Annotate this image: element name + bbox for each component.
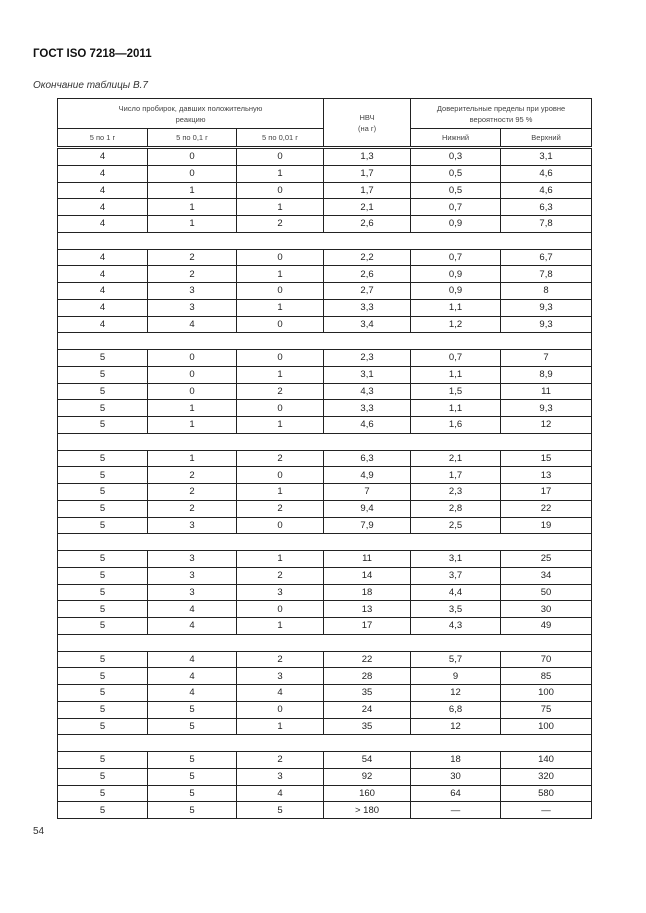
table-cell: 5 bbox=[58, 651, 148, 668]
table-row bbox=[58, 283, 592, 300]
table-cell: 0 bbox=[237, 701, 324, 718]
table-cell: 8 bbox=[501, 283, 592, 300]
table-row bbox=[58, 400, 592, 417]
table-cell: > 180 bbox=[324, 802, 411, 819]
table-cell: 4 bbox=[58, 148, 148, 166]
group-separator-row bbox=[58, 735, 592, 752]
table-cell: 2 bbox=[148, 266, 237, 283]
table-row bbox=[58, 500, 592, 517]
table-cell: 9,4 bbox=[324, 500, 411, 517]
group-separator-row bbox=[58, 333, 592, 350]
table-row bbox=[58, 651, 592, 668]
table-row bbox=[58, 668, 592, 685]
subheader-0-01g: 5 по 0,01 г bbox=[237, 129, 324, 148]
table-cell: 4 bbox=[148, 316, 237, 333]
table-cell: 5 bbox=[148, 701, 237, 718]
table-cell: 4,6 bbox=[501, 165, 592, 182]
table-cell: 5 bbox=[58, 718, 148, 735]
document-title: ГОСТ ISO 7218—2011 bbox=[33, 48, 152, 60]
table-cell: 5 bbox=[58, 500, 148, 517]
table-cell: 3,1 bbox=[501, 148, 592, 166]
table-cell: 100 bbox=[501, 685, 592, 702]
table-row bbox=[58, 450, 592, 467]
table-cell: 580 bbox=[501, 785, 592, 802]
table-cell: 0,5 bbox=[411, 182, 501, 199]
table-cell: 160 bbox=[324, 785, 411, 802]
table-cell: 3 bbox=[237, 584, 324, 601]
table-cell: 5 bbox=[58, 383, 148, 400]
table-cell: 0,9 bbox=[411, 216, 501, 233]
table-cell: 6,8 bbox=[411, 701, 501, 718]
table-row bbox=[58, 701, 592, 718]
table-cell: 4 bbox=[58, 283, 148, 300]
table-cell: 30 bbox=[411, 768, 501, 785]
table-row bbox=[58, 785, 592, 802]
table-cell: 5 bbox=[58, 802, 148, 819]
table-cell: 1,1 bbox=[411, 400, 501, 417]
table-cell: 4,3 bbox=[411, 618, 501, 635]
table-row bbox=[58, 199, 592, 216]
table-row bbox=[58, 584, 592, 601]
table-cell: 3,3 bbox=[324, 400, 411, 417]
table-row bbox=[58, 802, 592, 819]
table-cell: 8,9 bbox=[501, 366, 592, 383]
table-cell: 1 bbox=[237, 551, 324, 568]
table-cell: 6,7 bbox=[501, 249, 592, 266]
table-cell: 2 bbox=[237, 450, 324, 467]
table-cell: 2,1 bbox=[411, 450, 501, 467]
table-cell: 5 bbox=[58, 584, 148, 601]
table-cell: 4 bbox=[148, 618, 237, 635]
table-cell: 4 bbox=[58, 266, 148, 283]
table-cell: 34 bbox=[501, 567, 592, 584]
table-cell: 3 bbox=[148, 299, 237, 316]
table-cell: 4 bbox=[148, 668, 237, 685]
table-cell: 1,2 bbox=[411, 316, 501, 333]
table-cell: 2 bbox=[237, 567, 324, 584]
separator-cell bbox=[58, 433, 592, 450]
table-cell: 1 bbox=[148, 417, 237, 434]
table-cell: 4,6 bbox=[324, 417, 411, 434]
separator-cell bbox=[58, 634, 592, 651]
table-cell: 4 bbox=[58, 299, 148, 316]
table-cell: 13 bbox=[501, 467, 592, 484]
table-cell: 5 bbox=[58, 484, 148, 501]
table-cell: 1 bbox=[148, 400, 237, 417]
table-cell: 0,7 bbox=[411, 199, 501, 216]
table-row bbox=[58, 484, 592, 501]
table-cell: 12 bbox=[411, 718, 501, 735]
table-row bbox=[58, 718, 592, 735]
table-cell: 2,2 bbox=[324, 249, 411, 266]
table-cell: — bbox=[411, 802, 501, 819]
group-separator-row bbox=[58, 534, 592, 551]
table-row bbox=[58, 350, 592, 367]
table-cell: 5 bbox=[58, 685, 148, 702]
table-row bbox=[58, 685, 592, 702]
table-cell: 0 bbox=[237, 350, 324, 367]
table-cell: 5 bbox=[58, 618, 148, 635]
table-cell: 54 bbox=[324, 752, 411, 769]
table-cell: 0,9 bbox=[411, 283, 501, 300]
table-row bbox=[58, 165, 592, 182]
table-cell: 3 bbox=[148, 283, 237, 300]
table-cell: 5 bbox=[58, 350, 148, 367]
separator-cell bbox=[58, 232, 592, 249]
table-cell: 4 bbox=[58, 165, 148, 182]
table-cell: 0 bbox=[148, 350, 237, 367]
table-cell: 2,7 bbox=[324, 283, 411, 300]
table-cell: 4 bbox=[58, 249, 148, 266]
table-cell: 4,4 bbox=[411, 584, 501, 601]
table-cell: 0,3 bbox=[411, 148, 501, 166]
table-cell: 22 bbox=[324, 651, 411, 668]
table-cell: 5 bbox=[148, 768, 237, 785]
table-row bbox=[58, 216, 592, 233]
table-cell: 2,8 bbox=[411, 500, 501, 517]
table-cell: 3 bbox=[237, 768, 324, 785]
table-row bbox=[58, 551, 592, 568]
table-row bbox=[58, 417, 592, 434]
table-cell: 2 bbox=[148, 484, 237, 501]
table-cell: 5,7 bbox=[411, 651, 501, 668]
table-cell: 4 bbox=[148, 601, 237, 618]
table-cell: 2 bbox=[148, 467, 237, 484]
table-row bbox=[58, 768, 592, 785]
table-cell: 9,3 bbox=[501, 299, 592, 316]
table-cell: 1,7 bbox=[324, 165, 411, 182]
table-row bbox=[58, 567, 592, 584]
table-cell: 4 bbox=[237, 685, 324, 702]
table-cell: 9 bbox=[411, 668, 501, 685]
table-row bbox=[58, 249, 592, 266]
table-cell: 1 bbox=[237, 618, 324, 635]
table-cell: 15 bbox=[501, 450, 592, 467]
table-cell: 5 bbox=[58, 366, 148, 383]
table-cell: 5 bbox=[58, 450, 148, 467]
mpn-table bbox=[57, 98, 592, 819]
table-cell: 1 bbox=[237, 484, 324, 501]
table-cell: 5 bbox=[58, 467, 148, 484]
header-mpn-label: НВЧ bbox=[359, 112, 375, 122]
table-cell: 1 bbox=[237, 718, 324, 735]
separator-cell bbox=[58, 534, 592, 551]
table-cell: 3,1 bbox=[324, 366, 411, 383]
header-positive-tubes: Число пробирок, давших положительную реакцию bbox=[58, 99, 324, 129]
table-row bbox=[58, 316, 592, 333]
table-cell: 17 bbox=[501, 484, 592, 501]
table-cell: 0,7 bbox=[411, 249, 501, 266]
header-confidence-limits: Доверительные пределы при уровне вероятности 95 % bbox=[411, 99, 592, 129]
table-cell: 1 bbox=[148, 216, 237, 233]
table-cell: 2 bbox=[237, 752, 324, 769]
table-row bbox=[58, 383, 592, 400]
table-cell: 0 bbox=[148, 165, 237, 182]
table-cell: 0,9 bbox=[411, 266, 501, 283]
table-cell: 2 bbox=[237, 500, 324, 517]
group-separator-row bbox=[58, 634, 592, 651]
table-cell: 3,7 bbox=[411, 567, 501, 584]
group-separator-row bbox=[58, 232, 592, 249]
table-cell: 5 bbox=[58, 567, 148, 584]
table-cell: 64 bbox=[411, 785, 501, 802]
table-cell: 19 bbox=[501, 517, 592, 534]
table-cell: 12 bbox=[501, 417, 592, 434]
subheader-upper: Верхний bbox=[501, 129, 592, 148]
table-cell: 0,5 bbox=[411, 165, 501, 182]
table-cell: 0 bbox=[148, 383, 237, 400]
table-cell: 5 bbox=[148, 802, 237, 819]
table-cell: 24 bbox=[324, 701, 411, 718]
table-cell: 9,3 bbox=[501, 400, 592, 417]
table-cell: 70 bbox=[501, 651, 592, 668]
table-cell: 17 bbox=[324, 618, 411, 635]
table-cell: 0 bbox=[237, 467, 324, 484]
table-cell: 4 bbox=[58, 316, 148, 333]
table-cell: 1,7 bbox=[411, 467, 501, 484]
subheader-0-1g: 5 по 0,1 г bbox=[148, 129, 237, 148]
table-cell: 0 bbox=[237, 517, 324, 534]
table-cell: 3 bbox=[148, 551, 237, 568]
table-row bbox=[58, 517, 592, 534]
table-cell: 3 bbox=[148, 567, 237, 584]
table-cell: 1,1 bbox=[411, 299, 501, 316]
table-cell: 0 bbox=[237, 283, 324, 300]
table-cell: 12 bbox=[411, 685, 501, 702]
table-cell: 5 bbox=[58, 551, 148, 568]
table-cell: 2,6 bbox=[324, 216, 411, 233]
table-cell: 3 bbox=[237, 668, 324, 685]
table-cell: 5 bbox=[58, 668, 148, 685]
table-row bbox=[58, 618, 592, 635]
table-cell: 5 bbox=[148, 785, 237, 802]
table-cell: 18 bbox=[411, 752, 501, 769]
table-cell: 100 bbox=[501, 718, 592, 735]
group-separator-row bbox=[58, 433, 592, 450]
table-cell: 1 bbox=[148, 199, 237, 216]
table-cell: 22 bbox=[501, 500, 592, 517]
table-cell: 1 bbox=[237, 366, 324, 383]
table-cell: 1 bbox=[148, 450, 237, 467]
table-cell: 49 bbox=[501, 618, 592, 635]
table-cell: 0 bbox=[237, 148, 324, 166]
table-cell: 2,5 bbox=[411, 517, 501, 534]
table-cell: 4,6 bbox=[501, 182, 592, 199]
table-cell: 2 bbox=[237, 383, 324, 400]
table-cell: 0 bbox=[148, 148, 237, 166]
table-cell: 1 bbox=[148, 182, 237, 199]
table-cell: 0 bbox=[237, 249, 324, 266]
table-cell: 35 bbox=[324, 685, 411, 702]
table-cell: 7 bbox=[324, 484, 411, 501]
table-cell: 6,3 bbox=[501, 199, 592, 216]
table-row bbox=[58, 182, 592, 199]
table-row bbox=[58, 266, 592, 283]
table-cell: 35 bbox=[324, 718, 411, 735]
table-cell: 3 bbox=[148, 517, 237, 534]
table-cell: 5 bbox=[58, 785, 148, 802]
table-cell: 7 bbox=[501, 350, 592, 367]
table-cell: 5 bbox=[58, 517, 148, 534]
table-cell: — bbox=[501, 802, 592, 819]
table-cell: 6,3 bbox=[324, 450, 411, 467]
table-cell: 5 bbox=[58, 601, 148, 618]
table-cell: 9,3 bbox=[501, 316, 592, 333]
table-cell: 85 bbox=[501, 668, 592, 685]
table-cell: 5 bbox=[148, 752, 237, 769]
page-number: 54 bbox=[33, 826, 45, 837]
table-cell: 4,3 bbox=[324, 383, 411, 400]
table-cell: 1,3 bbox=[324, 148, 411, 166]
table-cell: 1,5 bbox=[411, 383, 501, 400]
table-cell: 11 bbox=[501, 383, 592, 400]
table-cell: 320 bbox=[501, 768, 592, 785]
table-cell: 0 bbox=[237, 316, 324, 333]
table-cell: 13 bbox=[324, 601, 411, 618]
table-row bbox=[58, 467, 592, 484]
table-cell: 3,4 bbox=[324, 316, 411, 333]
table-cell: 1,7 bbox=[324, 182, 411, 199]
table-cell: 0,7 bbox=[411, 350, 501, 367]
table-cell: 7,8 bbox=[501, 266, 592, 283]
table-cell: 5 bbox=[58, 752, 148, 769]
table-row bbox=[58, 148, 592, 166]
table-cell: 11 bbox=[324, 551, 411, 568]
table-cell: 18 bbox=[324, 584, 411, 601]
table-cell: 5 bbox=[58, 701, 148, 718]
table-cell: 2 bbox=[237, 216, 324, 233]
table-row bbox=[58, 601, 592, 618]
table-row bbox=[58, 299, 592, 316]
table-cell: 1 bbox=[237, 417, 324, 434]
table-cell: 7,9 bbox=[324, 517, 411, 534]
table-caption: Окончание таблицы B.7 bbox=[33, 80, 148, 91]
table-cell: 4 bbox=[148, 685, 237, 702]
table-cell: 0 bbox=[237, 400, 324, 417]
table-cell: 5 bbox=[58, 400, 148, 417]
table-cell: 4 bbox=[237, 785, 324, 802]
table-cell: 2 bbox=[148, 249, 237, 266]
table-cell: 0 bbox=[237, 601, 324, 618]
table-cell: 5 bbox=[58, 768, 148, 785]
header-mpn bbox=[324, 99, 411, 148]
table-cell: 3,5 bbox=[411, 601, 501, 618]
table-cell: 50 bbox=[501, 584, 592, 601]
table-row bbox=[58, 366, 592, 383]
table-cell: 5 bbox=[237, 802, 324, 819]
table-cell: 4 bbox=[58, 182, 148, 199]
table-cell: 4 bbox=[148, 651, 237, 668]
table-cell: 1,1 bbox=[411, 366, 501, 383]
table-cell: 3,1 bbox=[411, 551, 501, 568]
subheader-1g: 5 по 1 г bbox=[58, 129, 148, 148]
table-cell: 3 bbox=[148, 584, 237, 601]
table-cell: 0 bbox=[237, 182, 324, 199]
table-cell: 14 bbox=[324, 567, 411, 584]
table-cell: 75 bbox=[501, 701, 592, 718]
table-cell: 28 bbox=[324, 668, 411, 685]
table-cell: 2 bbox=[237, 651, 324, 668]
table-cell: 140 bbox=[501, 752, 592, 769]
table-cell: 5 bbox=[148, 718, 237, 735]
table-cell: 30 bbox=[501, 601, 592, 618]
table-cell: 1,6 bbox=[411, 417, 501, 434]
table-cell: 1 bbox=[237, 299, 324, 316]
subheader-lower: Нижний bbox=[411, 129, 501, 148]
table-cell: 4 bbox=[58, 199, 148, 216]
table-cell: 1 bbox=[237, 165, 324, 182]
table-cell: 1 bbox=[237, 199, 324, 216]
table-cell: 2,6 bbox=[324, 266, 411, 283]
table-cell: 2 bbox=[148, 500, 237, 517]
table-cell: 7,8 bbox=[501, 216, 592, 233]
separator-cell bbox=[58, 333, 592, 350]
table-cell: 1 bbox=[237, 266, 324, 283]
table-cell: 5 bbox=[58, 417, 148, 434]
separator-cell bbox=[58, 735, 592, 752]
table-row bbox=[58, 752, 592, 769]
table-cell: 25 bbox=[501, 551, 592, 568]
table-cell: 2,3 bbox=[411, 484, 501, 501]
table-cell: 0 bbox=[148, 366, 237, 383]
table-body bbox=[58, 148, 592, 819]
table-cell: 2,3 bbox=[324, 350, 411, 367]
header-mpn-unit: (на г) bbox=[357, 123, 377, 133]
table-cell: 4 bbox=[58, 216, 148, 233]
table-cell: 4,9 bbox=[324, 467, 411, 484]
table-cell: 2,1 bbox=[324, 199, 411, 216]
table-cell: 3,3 bbox=[324, 299, 411, 316]
table-cell: 92 bbox=[324, 768, 411, 785]
